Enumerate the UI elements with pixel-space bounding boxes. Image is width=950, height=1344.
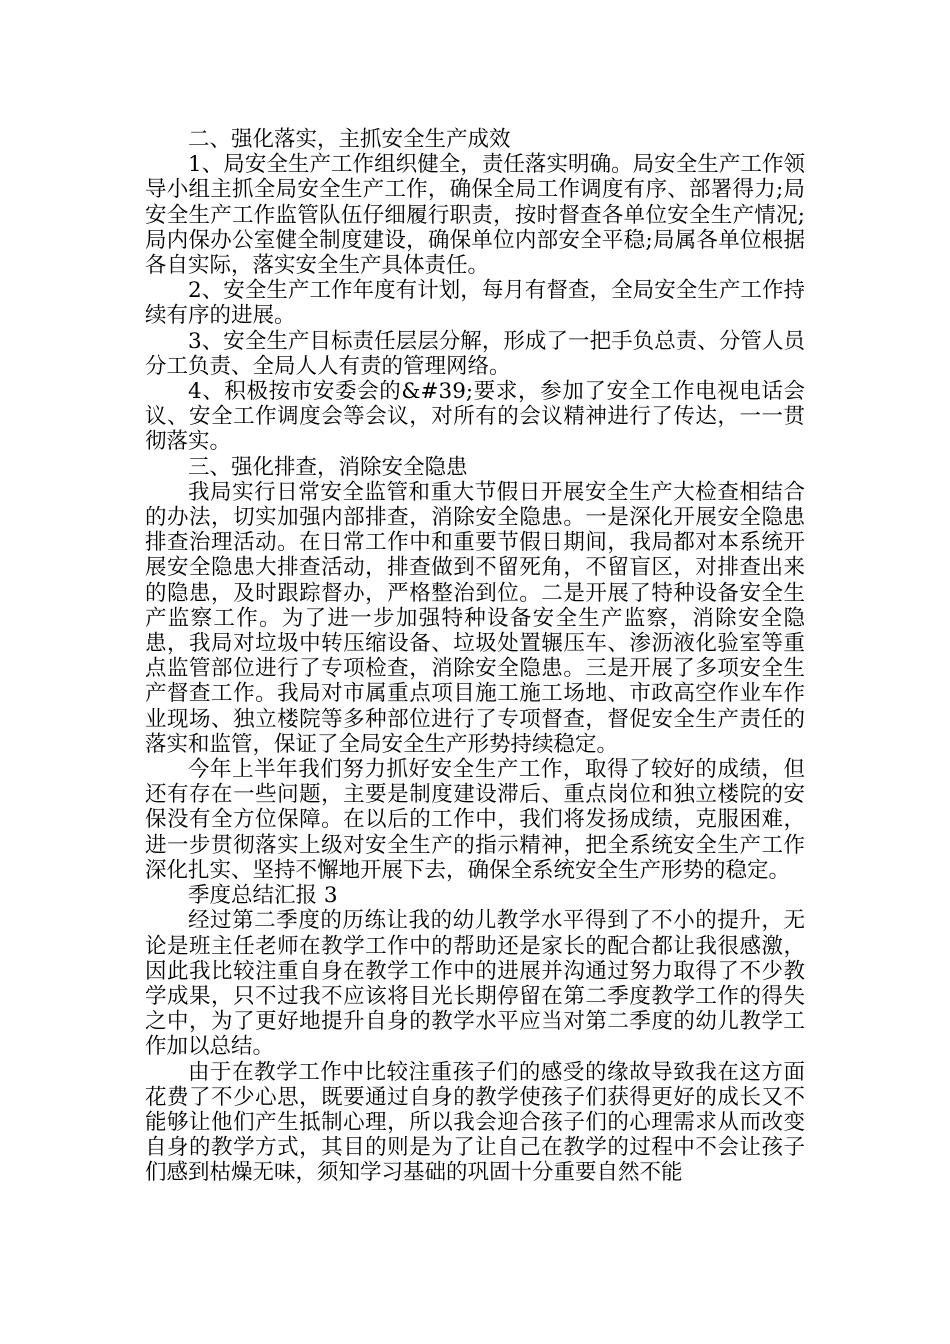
paragraph: 4、积极按市安委会的&#39;要求，参加了安全工作电视电话会议、安全工作调度会等会议，对所有的会议精神进行了传达，一一贯彻落实。	[145, 379, 805, 455]
paragraph: 我局实行日常安全监管和重大节假日开展安全生产大检查相结合的办法，切实加强内部排查，消除安全隐患。一是深化开展安全隐患排查治理活动。在日常工作中和重要节假日期间，我局都对本系统开展安全隐患大排查活动，排查做到不留死角，不留盲区，对排查出来的隐患，及时跟踪督办，严格整治到位。二是开展了特种设备安全生产监察工作。为了进一步加强特种设备安全生产监察，消除安全隐患，我局对垃圾中转压缩设备、垃圾处置辗压车、渗沥液化验室等重点监管部位进行了专项检查，消除安全隐患。三是开展了多项安全生产督查工作。我局对市属重点项目施工施工场地、市政高空作业车作业现场、独立楼院等多种部位进行了专项督查，督促安全生产责任的落实和监管，保证了全局安全生产形势持续稳定。	[145, 479, 805, 757]
paragraph: 3、安全生产目标责任层层分解，形成了一把手负总责、分管人员分工负责、全局人人有责的管理网络。	[145, 328, 805, 379]
paragraph: 今年上半年我们努力抓好安全生产工作，取得了较好的成绩，但还有存在一些问题，主要是制度建设滞后、重点岗位和独立楼院的安保没有全方位保障。在以后的工作中，我们将发扬成绩，克服困难，进一步贯彻落实上级对安全生产的指示精神，把全系统安全生产工作深化扎实、坚持不懈地开展下去，确保全系统安全生产形势的稳定。	[145, 757, 805, 883]
document-body	[145, 127, 805, 1186]
paragraph: 经过第二季度的历练让我的幼儿教学水平得到了不小的提升，无论是班主任老师在教学工作中的帮助还是家长的配合都让我很感激，因此我比较注重自身在教学工作中的进展并沟通过努力取得了不少教学成果，只不过我不应该将目光长期停留在第二季度教学工作的得失之中，为了更好地提升自身的教学水平应当对第二季度的幼儿教学工作加以总结。	[145, 908, 805, 1060]
paragraph: 由于在教学工作中比较注重孩子们的感受的缘故导致我在这方面花费了不少心思，既要通过自身的教学使孩子们获得更好的成长又不能够让他们产生抵制心理，所以我会迎合孩子们的心理需求从而改变自身的教学方式，其目的则是为了让自己在教学的过程中不会让孩子们感到枯燥无味，须知学习基础的巩固十分重要自然不能	[145, 1059, 805, 1186]
paragraph: 2、安全生产工作年度有计划，每月有督查，全局安全生产工作持续有序的进展。	[145, 278, 805, 329]
section-heading-2: 二、强化落实，主抓安全生产成效	[188, 127, 511, 152]
paragraph: 1、局安全生产工作组织健全，责任落实明确。局安全生产工作领导小组主抓全局安全生产工作，确保全局工作调度有序、部署得力;局安全生产工作监管队伍仔细履行职责，按时督查各单位安全生产情况;局内保办公室健全制度建设，确保单位内部安全平稳;局属各单位根据各自实际，落实安全生产具体责任。	[145, 152, 805, 279]
report-heading: 季度总结汇报 3	[188, 883, 338, 909]
section-heading-3: 三、强化排查，消除安全隐患	[188, 454, 468, 480]
